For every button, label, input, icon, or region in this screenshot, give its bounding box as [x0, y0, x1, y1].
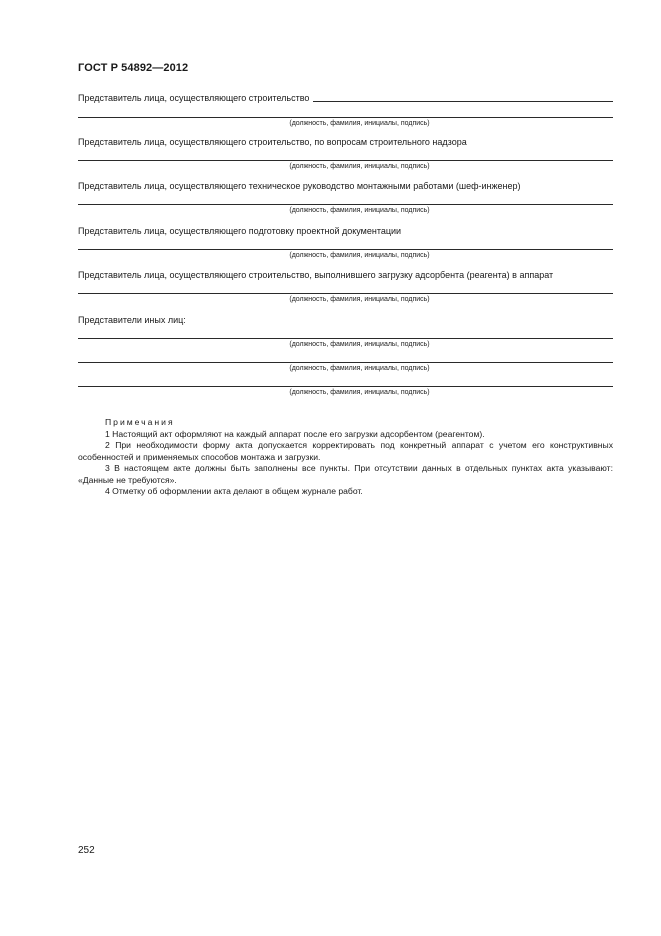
field-label: Представитель лица, осуществляющего строительство, по вопросам строительного надзора: [78, 137, 467, 147]
signature-field-loading: [78, 270, 613, 304]
field-caption: (должность, фамилия, инициалы, подпись): [289, 163, 430, 170]
signature-field-others: [78, 315, 613, 397]
signature-line: [78, 117, 613, 118]
field-label: Представитель лица, осуществляющего строительство, выполнившего загрузку адсорбента (реагента) в аппарат: [78, 270, 554, 280]
field-caption: (должность, фамилия, инициалы, подпись): [289, 341, 430, 348]
note-item: 1 Настоящий акт оформляют на каждый аппарат после его загрузки адсорбентом (реагентом).: [105, 428, 485, 439]
field-caption: (должность, фамилия, инициалы, подпись): [289, 252, 430, 259]
signature-line: [78, 204, 613, 205]
field-label: Представитель лица, осуществляющего техническое руководство монтажными работами (шеф-инженер): [78, 181, 521, 191]
field-caption: (должность, фамилия, инициалы, подпись): [289, 296, 430, 303]
signature-field-supervision: [78, 137, 613, 171]
note-item: 2 При необходимости форму акта допускается корректировать под конкретный аппарат с учетом его конструктивных особенностей и применяемых способов монтажа и загрузки.: [78, 440, 613, 462]
signature-field-chief-engineer: [78, 181, 613, 215]
field-caption: (должность, фамилия, инициалы, подпись): [289, 120, 430, 127]
notes-section: [78, 417, 613, 498]
signature-line: [78, 160, 613, 161]
signature-field-design: [78, 226, 613, 260]
signature-line: [78, 249, 613, 250]
field-label: Представитель лица, осуществляющего строительство: [78, 93, 310, 103]
document-code: ГОСТ Р 54892—2012: [78, 62, 189, 74]
note-item: 3 В настоящем акте должны быть заполнены все пункты. При отсутствии данных в отдельных пунктах акта указывают: «Данные не требуются».: [78, 463, 613, 485]
signature-line: [313, 101, 613, 102]
signature-line: [78, 338, 613, 339]
signature-line: [78, 362, 613, 363]
field-caption: (должность, фамилия, инициалы, подпись): [289, 389, 430, 396]
field-label: Представители иных лиц:: [78, 315, 186, 325]
notes-title: Примечания: [105, 417, 175, 427]
field-label: Представитель лица, осуществляющего подготовку проектной документации: [78, 226, 402, 236]
field-caption: (должность, фамилия, инициалы, подпись): [289, 207, 430, 214]
signature-line: [78, 386, 613, 387]
page-number: 252: [78, 845, 95, 856]
field-caption: (должность, фамилия, инициалы, подпись): [289, 365, 430, 372]
signature-line: [78, 293, 613, 294]
signature-field-builder: [78, 93, 613, 128]
note-item: 4 Отметку об оформлении акта делают в общем журнале работ.: [105, 486, 363, 496]
